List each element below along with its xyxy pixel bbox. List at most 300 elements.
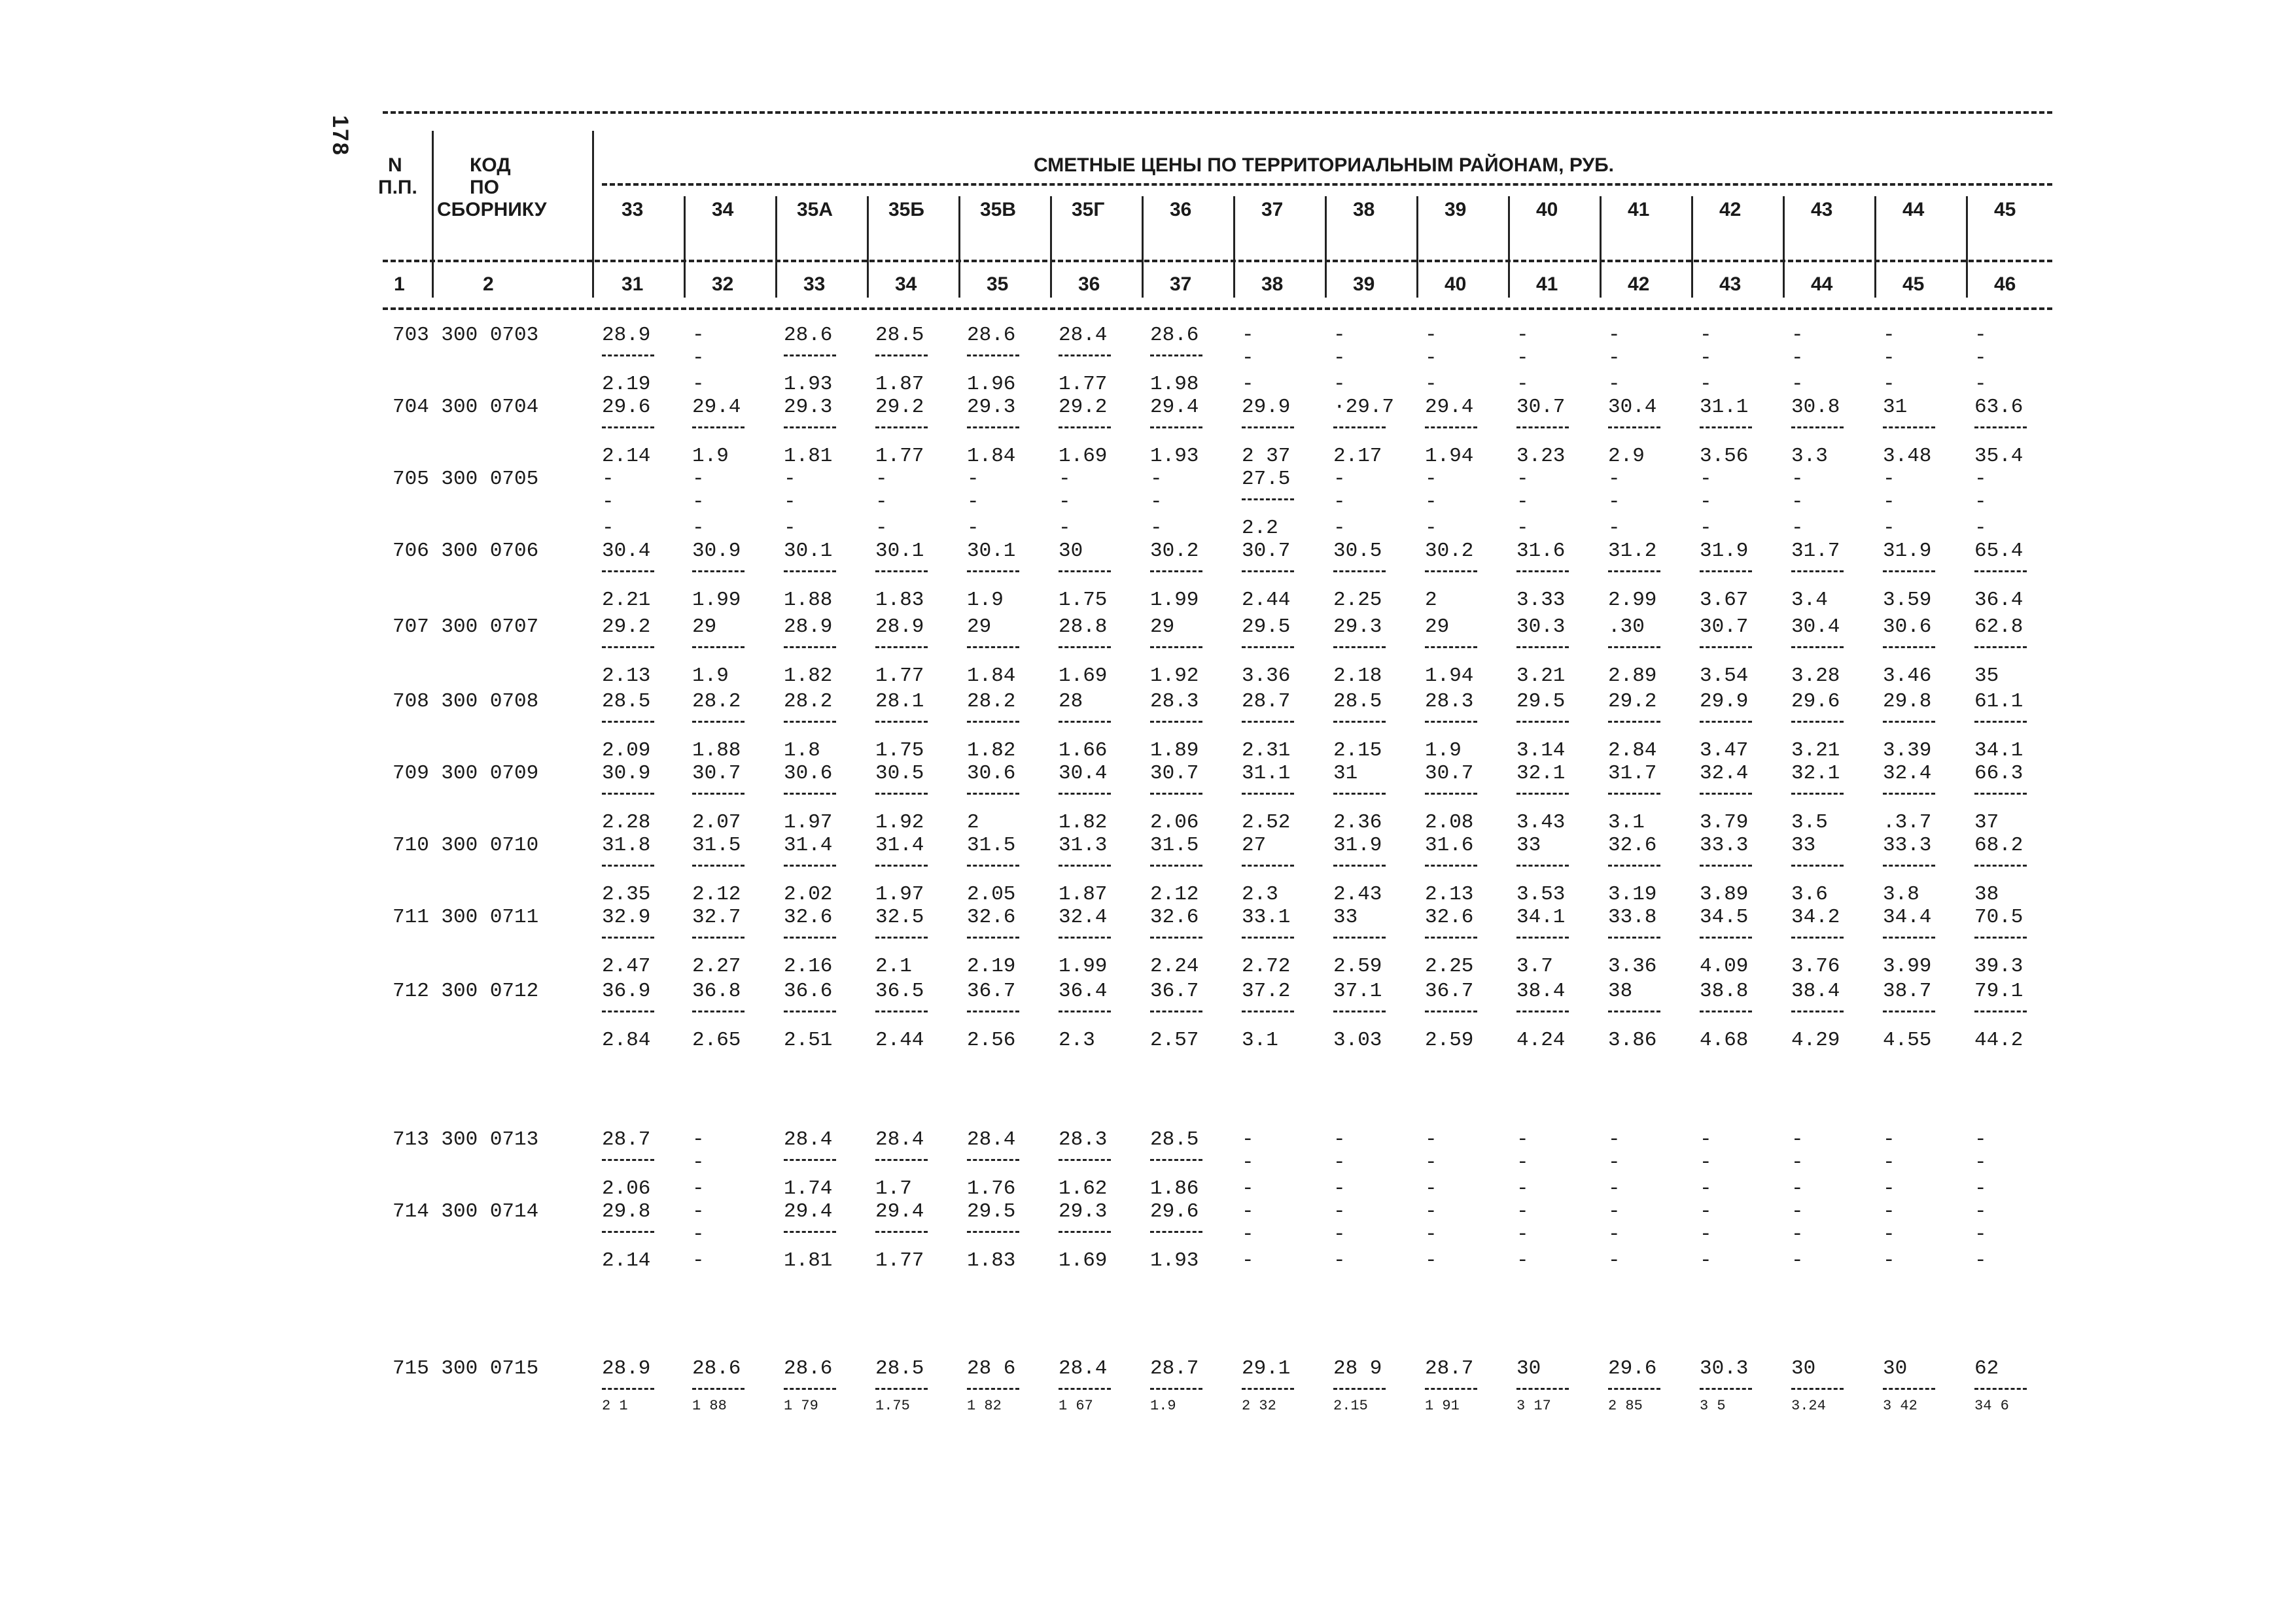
- price-top: -: [1333, 324, 1346, 347]
- price-bottom: 4.68: [1700, 1029, 1749, 1052]
- price-top: ·29.7: [1333, 396, 1395, 419]
- fraction-line: [1883, 1011, 1935, 1012]
- fraction-line: [602, 1231, 654, 1233]
- price-top: 38.8: [1700, 980, 1749, 1003]
- price-top: 28.9: [602, 1357, 651, 1380]
- price-bottom: 1.92: [875, 811, 924, 834]
- price-bottom: 3.33: [1516, 589, 1566, 612]
- price-top: 30.6: [1883, 615, 1932, 638]
- price-bottom: -: [1608, 517, 1621, 540]
- fraction-line: [1425, 1011, 1477, 1012]
- fraction-line: [875, 1159, 928, 1161]
- fraction-line: [1150, 1159, 1202, 1161]
- price-separator: -: [1883, 1151, 1895, 1174]
- price-top: 30.1: [784, 540, 833, 562]
- fraction-line: [602, 426, 654, 428]
- fraction-line: [602, 1159, 654, 1161]
- price-top: 36.7: [1425, 980, 1474, 1003]
- fraction-line: [967, 1011, 1019, 1012]
- price-top: 31: [1883, 396, 1908, 419]
- price-top: -: [1883, 1128, 1895, 1151]
- fraction-line: [784, 426, 836, 428]
- price-top: 29.2: [602, 615, 651, 638]
- price-bottom: 1.69: [1059, 445, 1108, 468]
- fraction-line: [1883, 865, 1935, 867]
- price-top: 29.4: [1425, 396, 1474, 419]
- row-code: 711 300 0711: [393, 906, 539, 929]
- row-code: 705 300 0705: [393, 468, 539, 491]
- fraction-line: [1516, 865, 1569, 867]
- price-top: 29.3: [784, 396, 833, 419]
- price-bottom: 1.83: [875, 589, 924, 612]
- price-bottom: 1.74: [784, 1177, 833, 1200]
- price-top: 30.1: [875, 540, 924, 562]
- price-bottom: -: [1516, 373, 1529, 396]
- price-separator: -: [1516, 1223, 1529, 1246]
- fraction-line: [1883, 646, 1935, 648]
- header-code: КОД: [470, 154, 511, 176]
- price-bottom: -: [1883, 1249, 1895, 1272]
- price-bottom: 2.25: [1425, 955, 1474, 978]
- price-top: 29.9: [1700, 690, 1749, 713]
- header-column-number: 43: [1719, 273, 1742, 295]
- fraction-line: [1059, 1011, 1111, 1012]
- price-bottom: 2.44: [875, 1029, 924, 1052]
- price-top: -: [875, 468, 888, 491]
- price-top: 36.4: [1059, 980, 1108, 1003]
- fraction-line: [784, 721, 836, 723]
- row-code: 715 300 0715: [393, 1357, 539, 1380]
- fraction-line: [784, 354, 836, 356]
- price-bottom: -: [1608, 373, 1621, 396]
- header-column-number: 36: [1078, 273, 1100, 295]
- fraction-line: [692, 721, 745, 723]
- row-code: 707 300 0707: [393, 615, 539, 638]
- price-bottom: 3.99: [1883, 955, 1932, 978]
- price-top: 30.6: [967, 762, 1016, 785]
- fraction-line: [1700, 646, 1752, 648]
- price-top: 79.1: [1974, 980, 2023, 1003]
- price-top: 28.1: [875, 690, 924, 713]
- fraction-line: [967, 865, 1019, 867]
- price-bottom: 2.15: [1333, 1398, 1368, 1414]
- fraction-line: [967, 354, 1019, 356]
- header-column-number: 39: [1353, 273, 1375, 295]
- price-top: -: [967, 468, 979, 491]
- header-column-number: 2: [483, 273, 494, 295]
- fraction-line: [1974, 426, 2027, 428]
- price-bottom: -: [967, 517, 979, 540]
- price-top: 34.5: [1700, 906, 1749, 929]
- price-bottom: 1.92: [1150, 665, 1199, 687]
- price-bottom: 1.93: [1150, 445, 1199, 468]
- price-bottom: -: [602, 517, 614, 540]
- price-bottom: 3.3: [1791, 445, 1828, 468]
- price-top: -: [1242, 1200, 1254, 1223]
- price-top: 32.9: [602, 906, 651, 929]
- price-bottom: 1.77: [875, 1249, 924, 1272]
- column-separator: [1142, 196, 1144, 298]
- price-bottom: 1.87: [875, 373, 924, 396]
- price-bottom: -: [1425, 373, 1437, 396]
- price-top: -: [692, 468, 705, 491]
- column-separator: [775, 196, 777, 298]
- price-top: -: [1608, 324, 1621, 347]
- fraction-line: [1516, 793, 1569, 795]
- fraction-line: [784, 865, 836, 867]
- price-bottom: 2.13: [1425, 883, 1474, 906]
- fraction-line: [1150, 937, 1202, 939]
- price-top: 30: [1883, 1357, 1908, 1380]
- price-top: 30.3: [1700, 1357, 1749, 1380]
- price-separator: -: [1974, 1223, 1987, 1246]
- fraction-line: [1791, 1011, 1844, 1012]
- fraction-line: [1791, 570, 1844, 572]
- fraction-line: [692, 865, 745, 867]
- price-bottom: 4.29: [1791, 1029, 1840, 1052]
- header-district-code: 36: [1170, 199, 1192, 220]
- fraction-line: [1974, 721, 2027, 723]
- price-bottom: -: [1883, 1177, 1895, 1200]
- price-bottom: 3.76: [1791, 955, 1840, 978]
- fraction-line: [1059, 646, 1111, 648]
- price-bottom: 2.07: [692, 811, 741, 834]
- fraction-line: [1059, 865, 1111, 867]
- price-top: 31.8: [602, 834, 651, 857]
- price-top: -: [1150, 468, 1163, 491]
- price-bottom: -: [1516, 1177, 1529, 1200]
- price-top: 31.5: [967, 834, 1016, 857]
- price-top: 32.7: [692, 906, 741, 929]
- price-top: 29: [692, 615, 717, 638]
- price-separator: -: [1425, 491, 1437, 513]
- price-bottom: 1.66: [1059, 739, 1108, 762]
- price-bottom: 2.19: [967, 955, 1016, 978]
- fraction-line: [1059, 1159, 1111, 1161]
- price-bottom: -: [1059, 517, 1071, 540]
- header-column-number: 41: [1536, 273, 1558, 295]
- price-separator: -: [1333, 491, 1346, 513]
- price-bottom: 2.15: [1333, 739, 1382, 762]
- price-bottom: -: [1242, 1177, 1254, 1200]
- fraction-line: [602, 646, 654, 648]
- price-bottom: 2.19: [602, 373, 651, 396]
- price-bottom: 1.99: [1150, 589, 1199, 612]
- price-bottom: 2.51: [784, 1029, 833, 1052]
- price-top: 30.7: [1700, 615, 1749, 638]
- price-bottom: 1 88: [692, 1398, 727, 1414]
- fraction-line: [784, 937, 836, 939]
- price-bottom: 2.12: [1150, 883, 1199, 906]
- price-bottom: -: [1700, 1177, 1712, 1200]
- column-separator: [958, 196, 960, 298]
- fraction-line: [1425, 426, 1477, 428]
- price-top: 28.8: [1059, 615, 1108, 638]
- price-top: 28.5: [1150, 1128, 1199, 1151]
- price-bottom: 2.84: [1608, 739, 1657, 762]
- fraction-line: [1883, 426, 1935, 428]
- price-top: 31.7: [1608, 762, 1657, 785]
- header-column-number: 31: [622, 273, 644, 295]
- fraction-line: [1425, 1388, 1477, 1390]
- price-top: 34.2: [1791, 906, 1840, 929]
- price-top: 29: [967, 615, 992, 638]
- price-bottom: 2.05: [967, 883, 1016, 906]
- fraction-line: [1516, 426, 1569, 428]
- price-bottom: 3.1: [1242, 1029, 1278, 1052]
- price-bottom: 2.16: [784, 955, 833, 978]
- price-bottom: 36.4: [1974, 589, 2023, 612]
- price-top: 62: [1974, 1357, 1999, 1380]
- row-code: 709 300 0709: [393, 762, 539, 785]
- fraction-line: [1516, 721, 1569, 723]
- price-top: -: [692, 324, 705, 347]
- fraction-line: [1150, 426, 1202, 428]
- price-bottom: 3.8: [1883, 883, 1919, 906]
- price-bottom: 1.94: [1425, 665, 1474, 687]
- price-top: 36.7: [967, 980, 1016, 1003]
- price-bottom: 1 91: [1425, 1398, 1460, 1414]
- price-top: -: [1791, 1128, 1804, 1151]
- price-bottom: -: [1425, 1177, 1437, 1200]
- price-bottom: 2: [967, 811, 979, 834]
- price-bottom: -: [1242, 1249, 1254, 1272]
- price-top: 34.4: [1883, 906, 1932, 929]
- price-top: -: [692, 1200, 705, 1223]
- fraction-line: [1883, 570, 1935, 572]
- price-bottom: 2.57: [1150, 1029, 1199, 1052]
- price-bottom: 2.2: [1242, 517, 1278, 540]
- price-top: -: [1791, 468, 1804, 491]
- price-bottom: 1.88: [784, 589, 833, 612]
- price-top: -: [1791, 1200, 1804, 1223]
- price-bottom: 1 67: [1059, 1398, 1093, 1414]
- price-top: 33.3: [1700, 834, 1749, 857]
- price-bottom: -: [692, 1249, 705, 1272]
- price-bottom: 2.35: [602, 883, 651, 906]
- price-top: .30: [1608, 615, 1645, 638]
- price-bottom: 1.86: [1150, 1177, 1199, 1200]
- fraction-line: [1516, 937, 1569, 939]
- price-bottom: -: [875, 517, 888, 540]
- price-top: 28.4: [784, 1128, 833, 1151]
- price-bottom: -: [692, 373, 705, 396]
- fraction-line: [1242, 721, 1294, 723]
- fraction-line: [1974, 937, 2027, 939]
- price-top: 30.4: [602, 540, 651, 562]
- rule-line: [383, 260, 2052, 262]
- price-bottom: 2.28: [602, 811, 651, 834]
- price-bottom: -: [1974, 517, 1987, 540]
- price-top: 29: [1425, 615, 1450, 638]
- price-bottom: -: [1974, 1249, 1987, 1272]
- price-separator: -: [1516, 1151, 1529, 1174]
- price-bottom: 3 17: [1516, 1398, 1551, 1414]
- fraction-line: [1059, 1388, 1111, 1390]
- price-top: 28.4: [967, 1128, 1016, 1151]
- column-separator: [1325, 196, 1327, 298]
- price-top: 30.2: [1425, 540, 1474, 562]
- price-top: 29.9: [1242, 396, 1291, 419]
- price-top: 28.9: [875, 615, 924, 638]
- price-bottom: -: [692, 1177, 705, 1200]
- fraction-line: [1791, 646, 1844, 648]
- price-bottom: 39.3: [1974, 955, 2023, 978]
- price-bottom: 4.55: [1883, 1029, 1932, 1052]
- price-bottom: 3.21: [1516, 665, 1566, 687]
- fraction-line: [1974, 865, 2027, 867]
- header-district-code: 34: [712, 199, 734, 220]
- fraction-line: [1791, 1388, 1844, 1390]
- header-n: N: [388, 154, 402, 176]
- price-separator: -: [1791, 1151, 1804, 1174]
- fraction-line: [1333, 937, 1386, 939]
- fraction-line: [1059, 426, 1111, 428]
- price-top: -: [1516, 468, 1529, 491]
- price-top: -: [1700, 468, 1712, 491]
- price-bottom: -: [1700, 1249, 1712, 1272]
- fraction-line: [1333, 865, 1386, 867]
- price-top: 30.9: [692, 540, 741, 562]
- price-bottom: 2.52: [1242, 811, 1291, 834]
- fraction-line: [1333, 1388, 1386, 1390]
- price-top: 31: [1333, 762, 1358, 785]
- price-top: 37.2: [1242, 980, 1291, 1003]
- fraction-line: [1242, 865, 1294, 867]
- column-separator: [592, 131, 594, 298]
- price-bottom: 2.3: [1242, 883, 1278, 906]
- fraction-line: [784, 570, 836, 572]
- price-top: 30.7: [1150, 762, 1199, 785]
- price-bottom: 2 37: [1242, 445, 1291, 468]
- price-top: 29.5: [1516, 690, 1566, 713]
- price-top: 34.1: [1516, 906, 1566, 929]
- price-bottom: .3.7: [1883, 811, 1932, 834]
- fraction-line: [1150, 793, 1202, 795]
- price-top: -: [1791, 324, 1804, 347]
- price-separator: -: [1608, 1223, 1621, 1246]
- column-separator: [1600, 196, 1602, 298]
- price-top: 36.5: [875, 980, 924, 1003]
- price-top: 27: [1242, 834, 1267, 857]
- fraction-line: [1242, 793, 1294, 795]
- fraction-line: [1333, 646, 1386, 648]
- price-bottom: 1.75: [875, 739, 924, 762]
- price-bottom: 34.1: [1974, 739, 2023, 762]
- header-column-number: 44: [1811, 273, 1833, 295]
- header-district-code: 44: [1902, 199, 1925, 220]
- fraction-line: [875, 865, 928, 867]
- price-bottom: 3.1: [1608, 811, 1645, 834]
- price-bottom: -: [1791, 1177, 1804, 1200]
- price-top: 31.6: [1425, 834, 1474, 857]
- price-top: -: [1700, 1128, 1712, 1151]
- price-bottom: 3.48: [1883, 445, 1932, 468]
- header-column-number: 42: [1628, 273, 1650, 295]
- price-bottom: 3.03: [1333, 1029, 1382, 1052]
- header-pp: П.П.: [378, 177, 417, 198]
- header-district-code: 35Г: [1072, 199, 1105, 220]
- row-code: 708 300 0708: [393, 690, 539, 713]
- price-bottom: 1.97: [875, 883, 924, 906]
- price-top: 30: [1059, 540, 1083, 562]
- fraction-line: [1150, 1231, 1202, 1233]
- price-top: 61.1: [1974, 690, 2023, 713]
- fraction-line: [1425, 865, 1477, 867]
- price-top: 29.6: [1791, 690, 1840, 713]
- price-bottom: -: [1700, 517, 1712, 540]
- price-bottom: 1.9: [1150, 1398, 1176, 1414]
- price-top: 38.7: [1883, 980, 1932, 1003]
- price-top: 68.2: [1974, 834, 2023, 857]
- fraction-line: [1425, 793, 1477, 795]
- fraction-line: [967, 570, 1019, 572]
- price-separator: -: [692, 491, 705, 513]
- fraction-line: [875, 426, 928, 428]
- price-top: 31.5: [1150, 834, 1199, 857]
- price-bottom: 2.3: [1059, 1029, 1095, 1052]
- fraction-line: [1333, 1011, 1386, 1012]
- price-top: -: [1608, 1200, 1621, 1223]
- price-bottom: 2.17: [1333, 445, 1382, 468]
- price-bottom: 3.86: [1608, 1029, 1657, 1052]
- price-top: -: [1425, 1128, 1437, 1151]
- price-bottom: 1.69: [1059, 665, 1108, 687]
- price-top: -: [1333, 1128, 1346, 1151]
- fraction-line: [1425, 646, 1477, 648]
- price-bottom: 1.93: [784, 373, 833, 396]
- fraction-line: [1059, 793, 1111, 795]
- price-top: 29.6: [602, 396, 651, 419]
- fraction-line: [784, 793, 836, 795]
- price-top: 29: [1150, 615, 1175, 638]
- fraction-line: [1700, 937, 1752, 939]
- price-bottom: 3 42: [1883, 1398, 1918, 1414]
- price-top: 28.3: [1425, 690, 1474, 713]
- price-top: 28.4: [875, 1128, 924, 1151]
- fraction-line: [875, 570, 928, 572]
- fraction-line: [784, 1011, 836, 1012]
- price-bottom: 1.82: [967, 739, 1016, 762]
- price-top: 33: [1791, 834, 1816, 857]
- price-bottom: -: [1333, 373, 1346, 396]
- price-top: -: [1974, 468, 1987, 491]
- price-separator: -: [1333, 1151, 1346, 1174]
- fraction-line: [784, 1388, 836, 1390]
- price-separator: -: [784, 491, 796, 513]
- price-bottom: -: [1883, 373, 1895, 396]
- price-bottom: 3.28: [1791, 665, 1840, 687]
- price-bottom: 1.81: [784, 445, 833, 468]
- header-district-code: 37: [1261, 199, 1284, 220]
- price-top: -: [1516, 1200, 1529, 1223]
- price-bottom: 3.4: [1791, 589, 1828, 612]
- price-bottom: 2.14: [602, 445, 651, 468]
- price-top: 31.4: [784, 834, 833, 857]
- price-top: 29.5: [1242, 615, 1291, 638]
- row-code: 703 300 0703: [393, 324, 539, 347]
- price-top: -: [1242, 1128, 1254, 1151]
- price-bottom: 3.39: [1883, 739, 1932, 762]
- price-bottom: -: [784, 517, 796, 540]
- price-top: 30.7: [1242, 540, 1291, 562]
- price-top: -: [1425, 324, 1437, 347]
- fraction-line: [875, 721, 928, 723]
- fraction-line: [875, 937, 928, 939]
- price-bottom: 2.65: [692, 1029, 741, 1052]
- price-top: 31.2: [1608, 540, 1657, 562]
- price-separator: -: [692, 1223, 705, 1246]
